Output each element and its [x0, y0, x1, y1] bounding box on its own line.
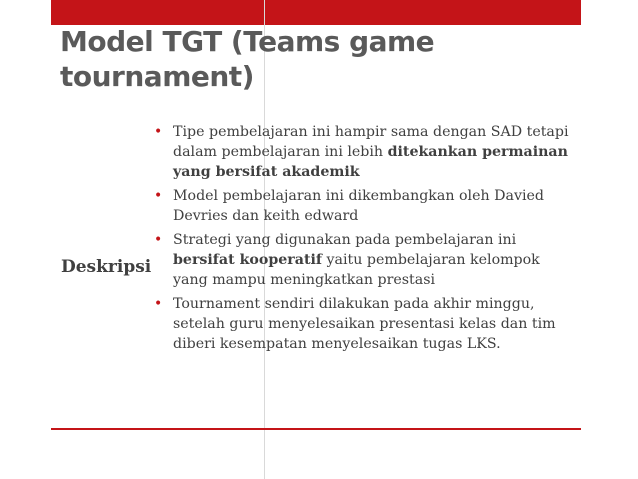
bullet-text: Model pembelajaran ini dikembangkan oleh Davied Devries dan keith edward: [173, 188, 544, 224]
bullet-dot-icon: •: [154, 296, 163, 312]
bullet-item: [152, 230, 572, 290]
bullet-item: [152, 294, 572, 354]
bullet-list: [152, 122, 572, 358]
bullet-dot-icon: •: [154, 232, 163, 248]
bullet-text: yaitu pembelajaran kelompok yang mampu meningkatkan prestasi: [173, 252, 540, 288]
bullet-text: Tournament sendiri dilakukan pada akhir minggu, setelah guru menyelesaikan presentasi kelas dan tim diberi kesempatan menyelesaikan tugas LKS.: [173, 296, 556, 352]
bullet-text-bold: ditekankan permainan yang bersifat akademik: [173, 144, 568, 180]
top-accent-bar: [51, 0, 581, 25]
slide-title: Model TGT (Teams game tournament): [60, 25, 435, 93]
row-label: Deskripsi: [61, 257, 152, 277]
bullet-text: Strategi yang digunakan pada pembelajaran ini: [173, 232, 517, 248]
bullet-item: [152, 186, 572, 226]
bullet-dot-icon: •: [154, 124, 163, 140]
bullet-text-bold: bersifat kooperatif: [173, 252, 323, 268]
bullet-dot-icon: •: [154, 188, 163, 204]
bottom-accent-line: [51, 428, 581, 430]
bullet-item: [152, 122, 572, 182]
bullet-text: Tipe pembelajaran ini hampir sama dengan SAD tetapi dalam pembelajaran ini lebih: [173, 124, 569, 160]
